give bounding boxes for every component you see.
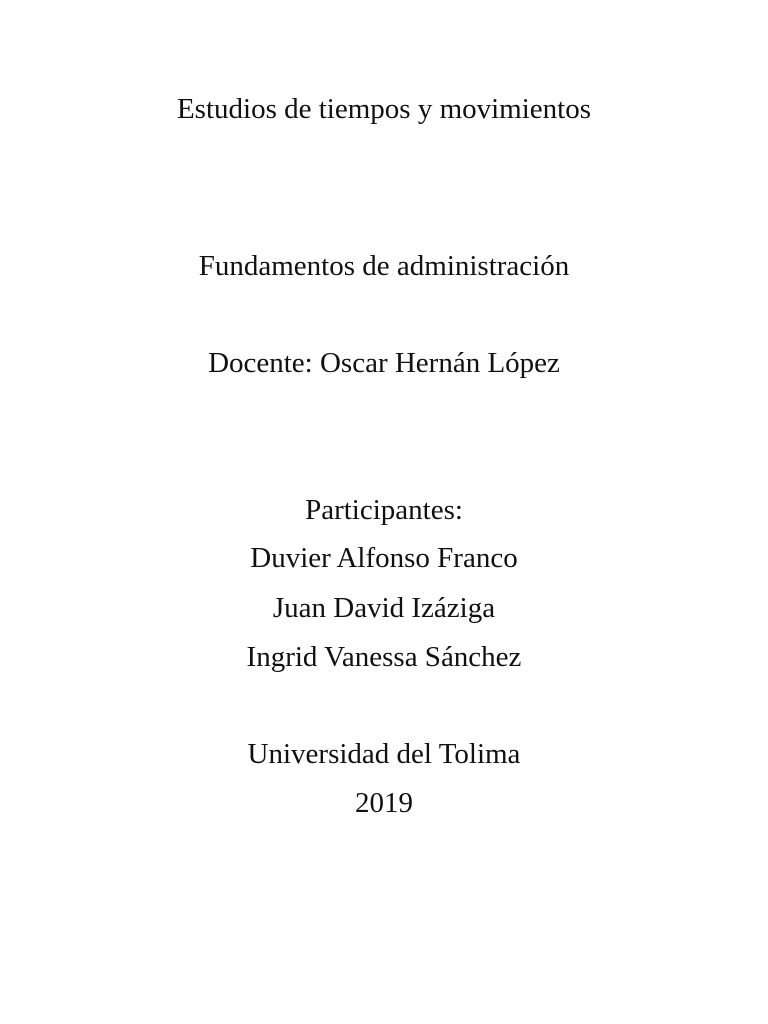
participants-label: Participantes: (305, 494, 463, 526)
document-title: Estudios de tiempos y movimientos (176, 93, 592, 125)
participant-name: Juan David Izáziga (272, 592, 496, 624)
participant-name: Ingrid Vanessa Sánchez (246, 641, 522, 673)
university-name: Universidad del Tolima (247, 738, 521, 770)
teacher-name: Docente: Oscar Hernán López (208, 347, 560, 379)
participant-name: Duvier Alfonso Franco (250, 542, 518, 574)
course-name: Fundamentos de administración (198, 250, 570, 282)
document-year: 2019 (355, 787, 413, 819)
